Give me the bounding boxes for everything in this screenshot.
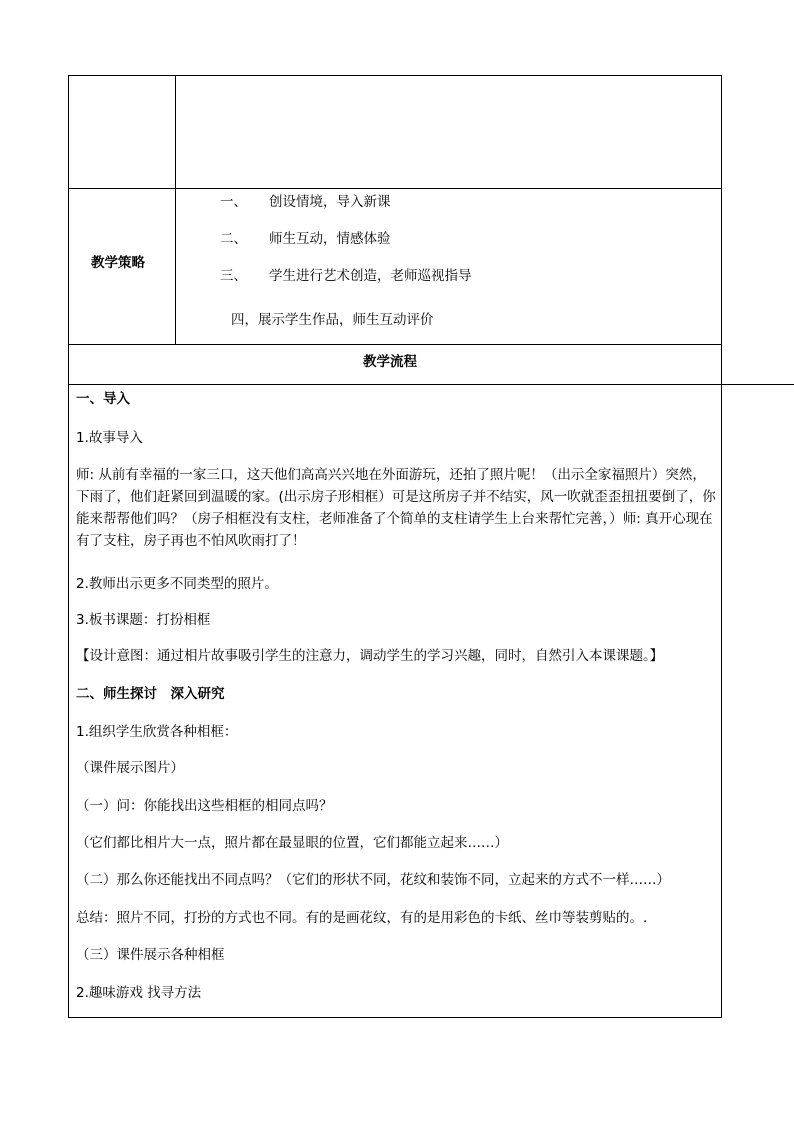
table-row-divider <box>68 384 794 385</box>
paragraph: 1.故事导入 <box>76 430 143 446</box>
strategy-item-text: 四，展示学生作品，师生互动评价 <box>231 312 434 328</box>
strategy-item-text: 师生互动，情感体验 <box>269 231 391 247</box>
section-heading: 一、导入 <box>76 391 130 407</box>
paragraph: 2.教师出示更多不同类型的照片。 <box>76 576 278 592</box>
table-border-right <box>721 75 722 1018</box>
table-row-divider <box>68 188 722 189</box>
table-border-top <box>68 75 722 76</box>
paragraph: 师: 从前有幸福的一家三口，这天他们高高兴兴地在外面游玩，还拍了照片呢！（出示全家福照片）突然，下雨了，他们赶紧回到温暖的家。(出示房子形相框）可是这所房子并不结实，风一吹就歪歪扭扭要倒了，你能来帮帮他们吗？（房子相框没有支柱，老师准备了个简单的支柱请学生上台来帮忙完善，）师: 真开心现在有了支柱，房子再也不怕风吹雨打了！ <box>76 467 716 549</box>
strategy-item-text: 学生进行艺术创造，老师巡视指导 <box>269 268 472 284</box>
table-column-divider <box>175 75 176 345</box>
paragraph: （课件展示图片） <box>76 760 184 776</box>
flow-title: 教学流程 <box>363 354 417 370</box>
strategy-item-text: 创设情境，导入新课 <box>269 194 391 210</box>
table-border-bottom <box>68 1017 722 1018</box>
table-row-divider <box>68 344 722 345</box>
strategy-label: 教学策略 <box>91 255 145 271</box>
paragraph: 3.板书课题：打扮相框 <box>76 612 211 628</box>
section-heading: 二、师生探讨 深入研究 <box>76 686 225 702</box>
paragraph: 总结：照片不同，打扮的方式也不同。有的是画花纹，有的是用彩色的卡纸、丝巾等装剪贴的。. <box>76 910 648 926</box>
table-border-left <box>68 75 69 1018</box>
strategy-item-number: 二、 <box>220 231 247 247</box>
paragraph: 1.组织学生欣赏各种相框： <box>76 724 238 740</box>
paragraph: （二）那么你还能找出不同点吗？（它们的形状不同，花纹和装饰不同，立起来的方式不一样……） <box>76 872 670 888</box>
paragraph: （一）问：你能找出这些相框的相同点吗？ <box>76 798 333 814</box>
strategy-item-number: 三、 <box>220 268 247 284</box>
paragraph: （三）课件展示各种相框 <box>76 947 225 963</box>
paragraph: （它们都比相片大一点，照片都在最显眼的位置，它们都能立起来……） <box>76 835 508 851</box>
design-intent: 【设计意图：通过相片故事吸引学生的注意力，调动学生的学习兴趣，同时，自然引入本课课题。】 <box>76 648 664 664</box>
strategy-item-number: 一、 <box>220 194 247 210</box>
paragraph: 2.趣味游戏 找寻方法 <box>76 985 202 1001</box>
